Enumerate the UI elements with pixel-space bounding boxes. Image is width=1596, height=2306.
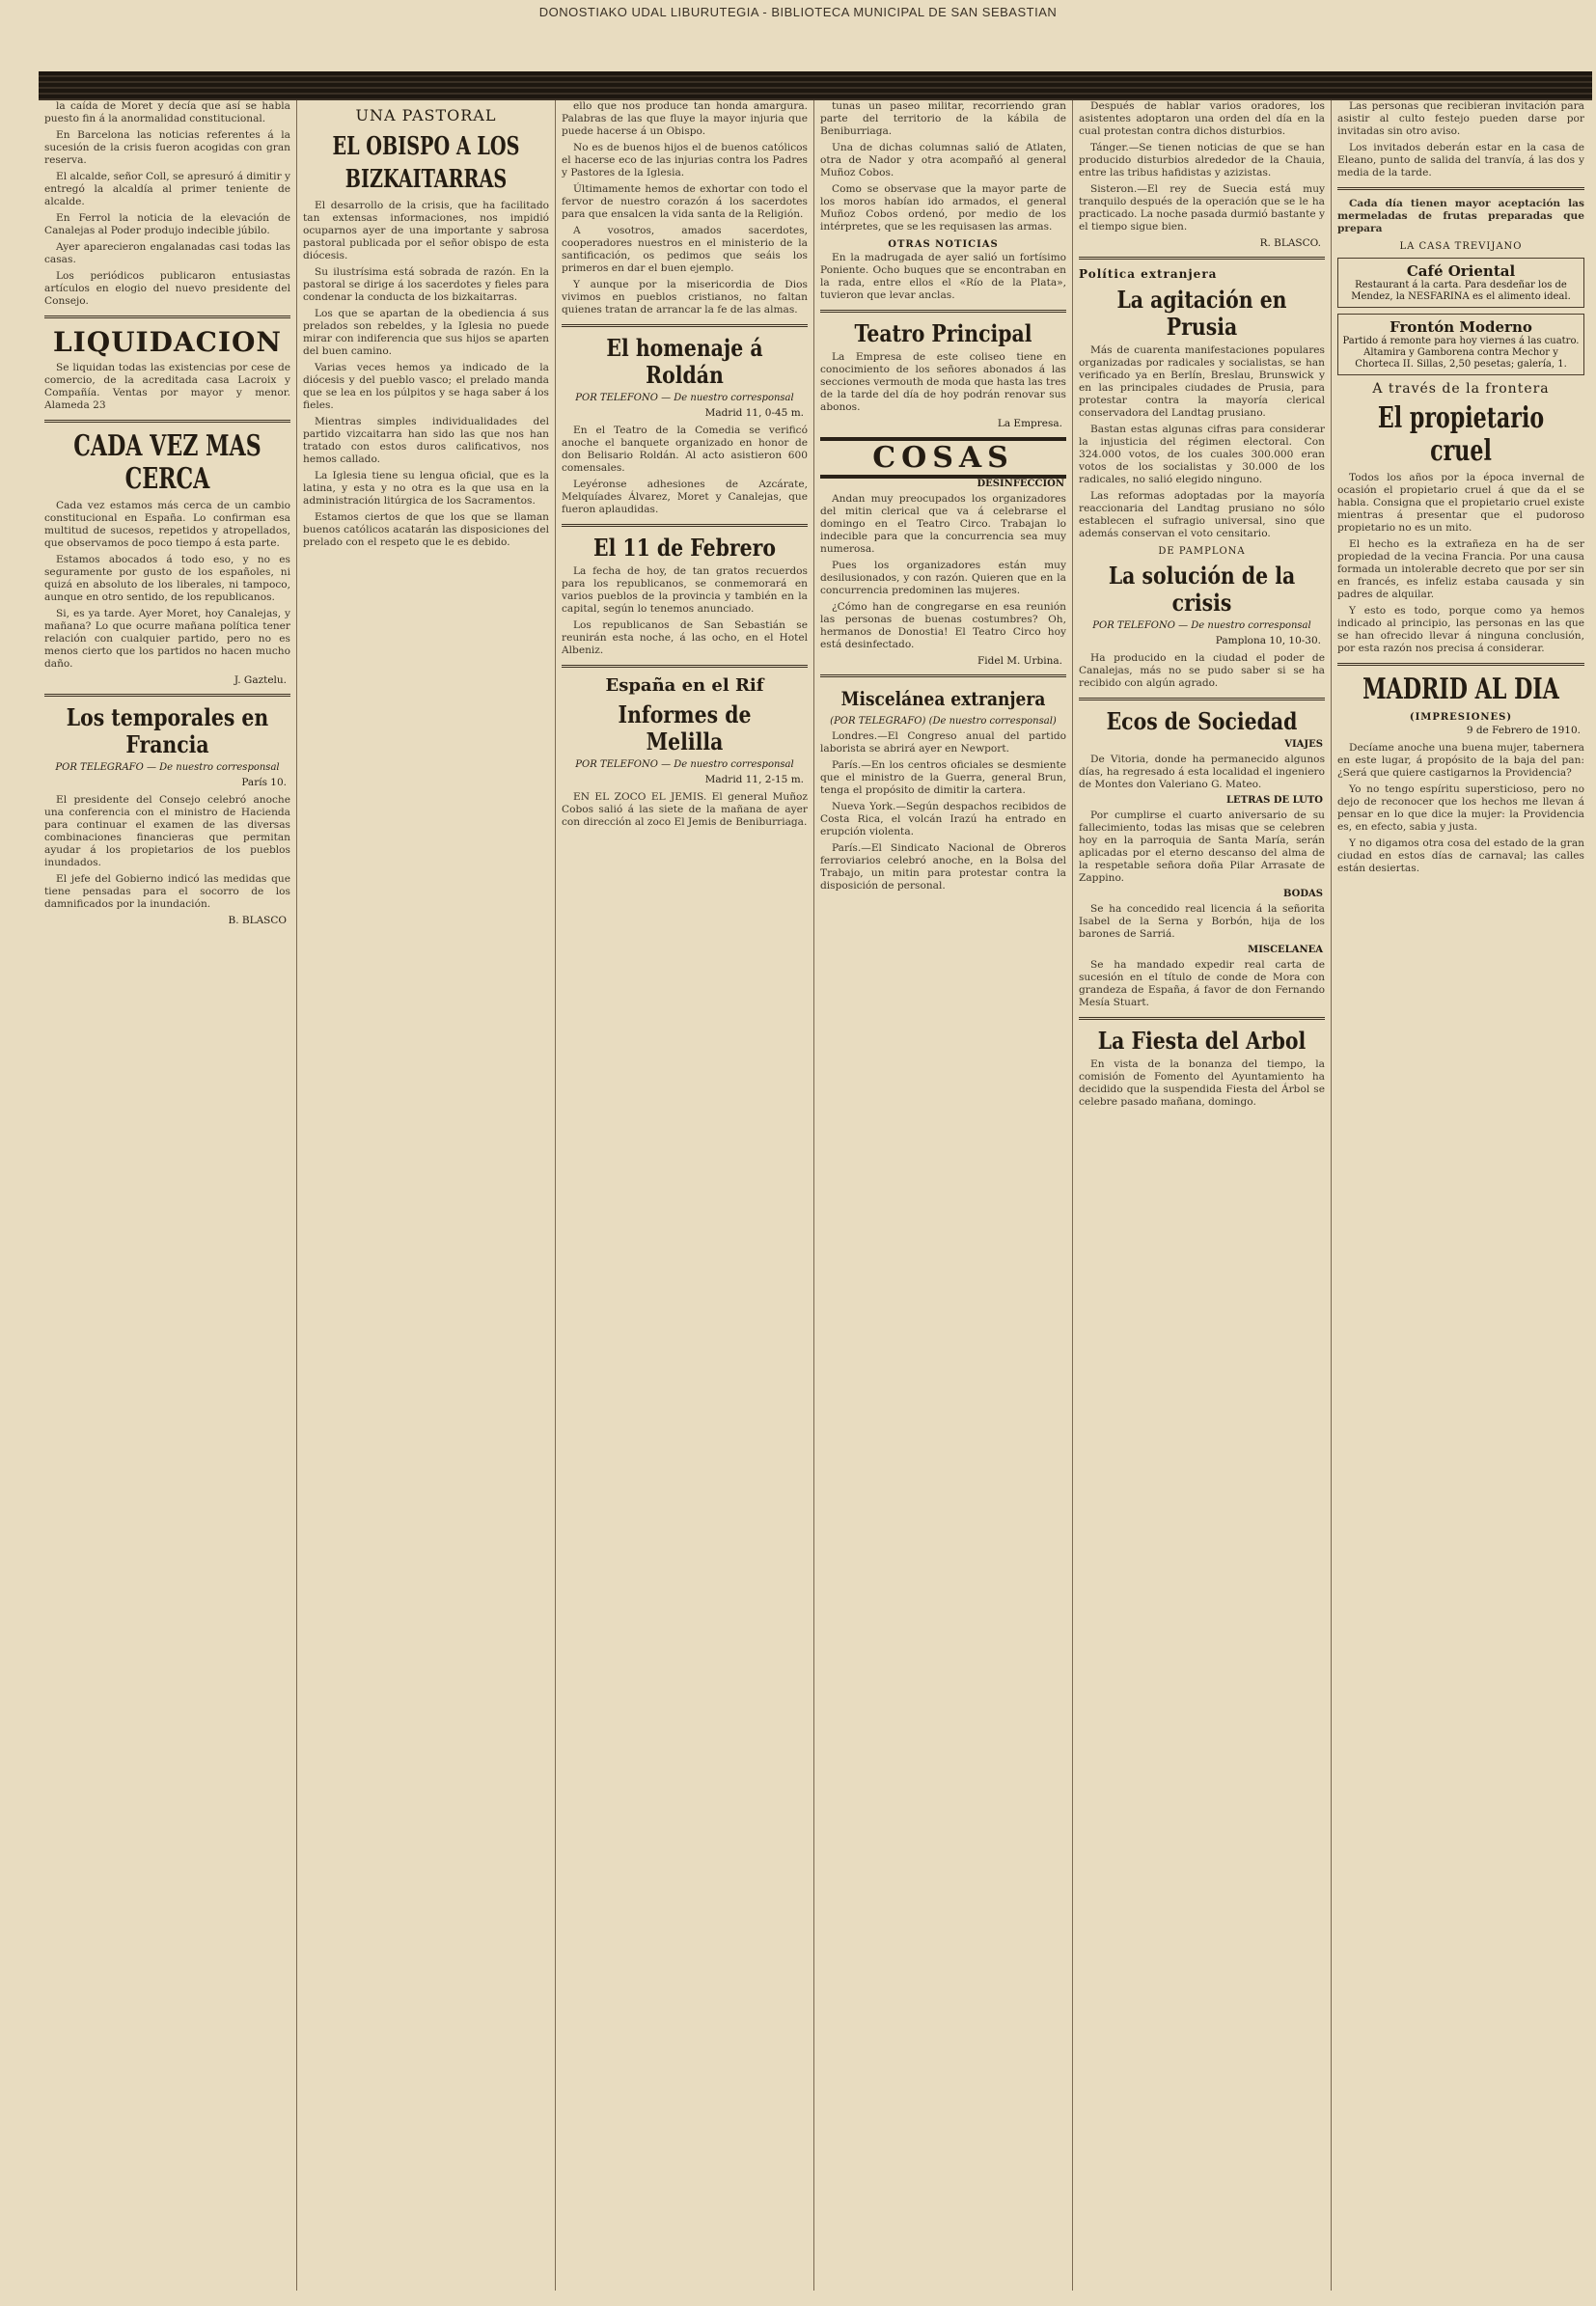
crisis-heading: La solución de la crisis xyxy=(1108,562,1296,617)
prusia-heading: La agitación en Prusia xyxy=(1116,286,1287,341)
paragraph: París.—El Sindicato Nacional de Obreros ferroviarios celebró anoche, en la Bolsa del Trabajo, un mitin para protestar contra la disposición de personal. xyxy=(820,842,1066,892)
liquidacion-heading: LIQUIDACION xyxy=(52,326,283,358)
section-label: LETRAS DE LUTO xyxy=(1226,795,1323,806)
kicker: UNA PASTORAL xyxy=(355,106,497,124)
dateline: (POR TELEGRAFO) (De nuestro corresponsal) xyxy=(830,716,1057,727)
dateline: POR TELEFONO — De nuestro corresponsal xyxy=(575,759,794,770)
advertiser: LA CASA TREVIJANO xyxy=(1399,241,1523,252)
section-label: MISCELANEA xyxy=(1248,945,1323,955)
paragraph: En la madrugada de ayer salió un fortísimo Poniente. Ocho buques que se encontraban en la rada, entre ellos el «Río de la Plata», tuvieron que levar anclas. xyxy=(820,252,1066,301)
paragraph: La Empresa de este coliseo tiene en conocimiento de los señores abonados á las secciones vermouth de moda que hasta las tres de la tarde del día de hoy podrán renovar sus abonos. xyxy=(820,351,1066,413)
cafe-text: Restaurant á la carta. Para desdeñar los de Mendez, la NESFARINA es el alimento ideal. xyxy=(1351,280,1571,302)
paragraph: Los republicanos de San Sebastián se reunirán esta noche, á las ocho, en el Hotel Albeniz. xyxy=(562,619,808,656)
subheading: (IMPRESIONES) xyxy=(1409,712,1513,723)
febrero-heading: El 11 de Febrero xyxy=(593,534,776,562)
paragraph: Los periódicos publicaron entusiastas artículos en elogio del nuevo presidente del Consejo. xyxy=(44,270,290,307)
paragraph: París.—En los centros oficiales se desmiente que el ministro de la Guerra, general Brun, tenga el propósito de dimitir la cartera. xyxy=(820,759,1066,796)
divider xyxy=(44,420,290,423)
signature: R. BLASCO. xyxy=(1259,237,1321,249)
paragraph: Estamos abocados á todo eso, y no es seguramente por gusto de los españoles, ni quizá en absoluto de los liberales, ni tampoco, aunque en otro sentido, de los republicanos. xyxy=(44,554,290,603)
paragraph: Cada vez estamos más cerca de un cambio constitucional en España. Lo confirman esa multitud de sucesos, repetidos y atropellados, que observamos de poco tiempo á esta parte. xyxy=(44,500,290,549)
paragraph: El alcalde, señor Coll, se apresuró á dimitir y entregó la alcaldía al primer teniente de alcalde. xyxy=(44,171,290,207)
paragraph: Tánger.—Se tienen noticias de que se han producido disturbios alrededor de la Chauia, entre las tribus hafidistas y azizistas. xyxy=(1079,142,1325,178)
paragraph: EN EL ZOCO EL JEMIS. El general Muñoz Cobos salió á las siete de la mañana de ayer con dirección al zoco El Jemis de Beniburriaga. xyxy=(562,791,808,828)
cosas-heading: COSAS xyxy=(820,437,1066,479)
paragraph: Decíame anoche una buena mujer, tabernera en este lugar, á propósito de la baja del pan: ¿Será que quiere castigarnos la Providencia? xyxy=(1337,742,1584,779)
column-2 xyxy=(297,100,556,2291)
paragraph: El presidente del Consejo celebró anoche una conferencia con el ministro de Hacienda para continuar el examen de las diversas combinaciones financieras que permitan ayudar á los propietarios de los pueblos inundados. xyxy=(44,794,290,868)
signature: Fidel M. Urbina. xyxy=(977,655,1062,667)
section-label: DESINFECCION xyxy=(977,479,1064,489)
teatro-heading: Teatro Principal xyxy=(854,319,1032,347)
paragraph: tunas un paseo militar, recorriendo gran parte del territorio de la kábila de Beniburriaga. xyxy=(820,100,1066,137)
section-label: BODAS xyxy=(1282,889,1323,899)
paragraph: la caída de Moret y decía que así se habla puesto fin á la anormalidad constitucional. xyxy=(44,100,290,124)
divider xyxy=(1079,698,1325,700)
place: Pamplona 10, 10-30. xyxy=(1215,635,1321,646)
divider xyxy=(1337,187,1584,190)
paragraph: Varias veces hemos ya indicado de la diócesis y del pueblo vasco; el prelado manda que se lea en los púlpitos y se haga saber á los fieles. xyxy=(303,362,549,411)
paragraph: Y aunque por la misericordia de Dios vivimos en pueblos cristianos, no faltan quienes tratan de arrancar la fe de las almas. xyxy=(562,279,808,316)
paragraph: Leyéronse adhesiones de Azcárate, Melquíades Álvarez, Moret y Canalejas, que fueron aplaudidas. xyxy=(562,479,808,515)
paragraph: En el Teatro de la Comedia se verificó anoche el banquete organizado en honor de don Belisario Roldán. Al acto asistieron 600 comensales. xyxy=(562,425,808,474)
paragraph: En Barcelona las noticias referentes á la sucesión de la crisis fueron acogidas con gran reserva. xyxy=(44,129,290,166)
paragraph: Si, es ya tarde. Ayer Moret, hoy Canalejas, y mañana? Lo que ocurre mañana política tener relación con cualquier partido, pero no es menos cierto que los partidos no hacen mucho daño. xyxy=(44,608,290,670)
paragraph: Yo no tengo espíritu supersticioso, pero no dejo de reconocer que los hechos me llevan á pensar en lo que dice la mujer: la Providencia es, en efecto, sabia y justa. xyxy=(1337,783,1584,833)
paragraph: Más de cuarenta manifestaciones populares organizadas por radicales y socialistas, se han verificado ya en Berlín, Breslau, Brunswick y en las principales ciudades de Prusia, para protestar contra la mayoría clerical conservadora del Landtag prusiano. xyxy=(1079,344,1325,419)
paragraph: Los que se apartan de la obediencia á sus prelados son rebeldes, y la Iglesia no puede mirar con indiferencia que sus hijos se aparten del buen camino. xyxy=(303,308,549,357)
paragraph: Nueva York.—Según despachos recibidos de Costa Rica, el volcán Irazú ha entrado en erupción violenta. xyxy=(820,801,1066,837)
propietario-heading: El propietario cruel xyxy=(1377,401,1545,468)
header-rule xyxy=(39,71,1592,100)
paragraph: Se ha concedido real licencia á la señorita Isabel de la Serna y Borbón, hija de los barones de Sarriá. xyxy=(1079,903,1325,940)
paragraph: Como se observase que la mayor parte de los moros habían ido armados, el general Muñoz Cobos ordenó, por medio de los intérpretes, que se les requisasen las armas. xyxy=(820,183,1066,233)
fronton-text: Partido á remonte para hoy viernes á las cuatro. Altamira y Gamborena contra Mechor y Chorteca II. Sillas, 2,50 pesetas; galería, 1. xyxy=(1342,336,1580,370)
paragraph: Bastan estas algunas cifras para considerar la injusticia del régimen electoral. Con 324.000 votos, de los cuales 300.000 eran votos de los socialistas y 30.000 de los radicales, no salió elegido ninguno. xyxy=(1079,424,1325,485)
miscelanea-heading: Miscelánea extranjera xyxy=(840,687,1046,710)
paragraph: Estamos ciertos de que los que se llaman buenos católicos acatarán las disposiciones del prelado con el respeto que le es debido. xyxy=(303,511,549,548)
cafe-ad xyxy=(1337,258,1584,308)
fronton-ad xyxy=(1337,314,1584,375)
place: París 10. xyxy=(241,777,287,788)
divider xyxy=(44,316,290,318)
paragraph: El hecho es la extrañeza en ha de ser propiedad de la vecina Francia. Por una causa formada un intolerable decreto que por ser sin en francés, es infeliz estaba causada y sin padres de alquilar. xyxy=(1337,538,1584,600)
masthead-bar: DONOSTIAKO UDAL LIBURUTEGIA - BIBLIOTECA MUNICIPAL DE SAN SEBASTIAN xyxy=(538,5,1058,19)
paragraph: Ha producido en la ciudad el poder de Canalejas, más no se pudo saber si se ha recibido con algún agrado. xyxy=(1079,652,1325,689)
paragraph: Ayer aparecieron engalanadas casi todas las casas. xyxy=(44,241,290,265)
section-label: VIAJES xyxy=(1284,739,1323,750)
paragraph: ¿Cómo han de congregarse en esa reunión las personas de buenas costumbres? Oh, hermanos de Donostia! El Teatro Circo hoy está desinfectado. xyxy=(820,601,1066,650)
signature: B. BLASCO xyxy=(228,915,287,926)
cafe-title: Café Oriental xyxy=(1406,262,1516,280)
liquidacion-text: Se liquidan todas las existencias por cese de comercio, de la acreditada casa Lacroix y Compañía. Ventas por mayor y menor. Alameda 23 xyxy=(44,362,290,411)
francia-heading: Los temporales en Francia xyxy=(66,703,269,758)
paragraph: La fecha de hoy, de tan gratos recuerdos para los republicanos, se conmemorará en varios pueblos de la provincia y también en la capital, según lo tenemos anunciado. xyxy=(562,565,808,615)
paragraph: En vista de la bonanza del tiempo, la comisión de Fomento del Ayuntamiento ha decidido que la suspendida Fiesta del Árbol se celebre pasado mañana, domingo. xyxy=(1079,1058,1325,1108)
paragraph: La Iglesia tiene su lengua oficial, que es la latina, y esta y no otra es la que usa en la administración litúrgica de los Sacramentos. xyxy=(303,470,549,507)
column-3 xyxy=(556,100,814,2291)
paragraph: No es de buenos hijos el de buenos católicos el hacerse eco de las injurias contra los Padres y Pastores de la Iglesia. xyxy=(562,142,808,178)
newspaper-page xyxy=(39,100,1592,2291)
paragraph: Las personas que recibieran invitación para asistir al culto festejo pueden darse por invitadas sin otro aviso. xyxy=(1337,100,1584,137)
paragraph: ello que nos produce tan honda amargura. Palabras de las que fluye la mayor injuria que puede hacerse á un Obispo. xyxy=(562,100,808,137)
paragraph: Se ha mandado expedir real carta de sucesión en el título de conde de Mora con grandeza de España, á favor de don Fernando Mesía Stuart. xyxy=(1079,959,1325,1008)
madrid-heading: MADRID AL DIA xyxy=(1362,673,1559,706)
paragraph: Su ilustrísima está sobrada de razón. En la pastoral se dirige á los sacerdotes y fieles para condenar la conducta de los bizkaitarras. xyxy=(303,266,549,303)
paragraph: Una de dichas columnas salió de Atlaten, otra de Nador y otra acompañó al general Muñoz Cobos. xyxy=(820,142,1066,178)
divider xyxy=(1079,1017,1325,1020)
paragraph: Por cumplirse el cuarto aniversario de su fallecimiento, todas las misas que se celebren hoy en la parroquia de Santa María, serán aplicadas por el eterno descanso del alma de la respetable señora doña Pilar Arrasate de Zappino. xyxy=(1079,810,1325,884)
paragraph: El jefe del Gobierno indicó las medidas que tiene pensadas para el socorro de los damnificados por la inundación. xyxy=(44,873,290,910)
paragraph: A vosotros, amados sacerdotes, cooperadores nuestros en el ministerio de la santificación, os pedimos que seáis los primeros en dar el buen ejemplo. xyxy=(562,225,808,274)
dateline: POR TELEGRAFO — De nuestro corresponsal xyxy=(55,762,280,773)
cerca-heading: CADA VEZ MAS CERCA xyxy=(73,429,261,496)
place: 9 de Febrero de 1910. xyxy=(1466,725,1581,736)
paragraph: Últimamente hemos de exhortar con todo el fervor de nuestro corazón á los sacerdotes para que ensalcen la vida santa de la Religión. xyxy=(562,183,808,220)
paragraph: Los invitados deberán estar en la casa de Eleano, punto de salida del tranvía, á las dos y media de la tarde. xyxy=(1337,142,1584,178)
divider xyxy=(820,674,1066,677)
divider xyxy=(820,310,1066,313)
dateline: POR TELEFONO — De nuestro corresponsal xyxy=(1092,620,1311,631)
paragraph: Cada día tienen mayor aceptación las mermeladas de frutas preparadas que prepara xyxy=(1337,198,1584,234)
divider xyxy=(562,524,808,527)
obispo-heading: EL OBISPO A LOS BIZKAITARRAS xyxy=(332,132,520,194)
fronton-title: Frontón Moderno xyxy=(1390,318,1532,336)
divider xyxy=(562,665,808,668)
melilla-heading: Informes de Melilla xyxy=(618,700,752,755)
kicker: A través de la frontera xyxy=(1372,381,1550,397)
signature: J. Gaztelu. xyxy=(234,674,287,686)
paragraph: Londres.—El Congreso anual del partido laborista se abrirá ayer en Newport. xyxy=(820,730,1066,755)
paragraph: El desarrollo de la crisis, que ha facilitado tan extensas informaciones, nos impidió ocuparnos ayer de una importante y sabrosa pastoral publicada por el señor obispo de esta diócesis. xyxy=(303,200,549,261)
section-label: OTRAS NOTICIAS xyxy=(888,239,999,250)
roldan-heading: El homenaje á Roldán xyxy=(606,334,763,389)
divider xyxy=(562,324,808,327)
rif-heading: España en el Rif xyxy=(605,675,764,696)
paragraph: Mientras simples individualidades del partido vizcaitarra han sido las que nos han tratado con estos duros calificativos, nos hemos callado. xyxy=(303,416,549,465)
divider xyxy=(1337,663,1584,666)
paragraph: Sisteron.—El rey de Suecia está muy tranquilo después de la operación que se le ha practicado. La noche pasada durmió bastante y el tiempo sigue bien. xyxy=(1079,183,1325,233)
signature: La Empresa. xyxy=(997,418,1062,429)
dateline: POR TELEFONO — De nuestro corresponsal xyxy=(575,393,794,403)
paragraph: Y no digamos otra cosa del estado de la gran ciudad en estos días de carnaval; las calles están desiertas. xyxy=(1337,837,1584,874)
paragraph: Todos los años por la época invernal de ocasión el propietario cruel á que da el se habla. Consigna que el propietario cruel existe mientras á presentar que el pudoroso propietario no es un mito. xyxy=(1337,472,1584,534)
paragraph: De Vitoria, donde ha permanecido algunos días, ha regresado á esta localidad el ingeniero de Montes don Valeriano G. Mateo. xyxy=(1079,754,1325,790)
divider xyxy=(1079,257,1325,260)
column-6 xyxy=(1332,100,1590,2291)
divider xyxy=(44,694,290,697)
column-1 xyxy=(39,100,297,2291)
paragraph: En Ferrol la noticia de la elevación de Canalejas al Poder produjo indecible júbilo. xyxy=(44,212,290,236)
paragraph: Andan muy preocupados los organizadores del mitin clerical que va á celebrarse el domingo en el Teatro Circo. Trabajan lo indecible para que la concurrencia sea muy numerosa. xyxy=(820,493,1066,555)
column-5 xyxy=(1073,100,1332,2291)
kicker: DE PAMPLONA xyxy=(1158,546,1246,557)
paragraph: Después de hablar varios oradores, los asistentes adoptaron una orden del día en la cual protestan contra dichos disturbios. xyxy=(1079,100,1325,137)
paragraph: Las reformas adoptadas por la mayoría reaccionaria del Landtag prusiano no sólo establecen el sufragio universal, sino que además conservan el voto censitario. xyxy=(1079,490,1325,539)
place: Madrid 11, 2-15 m. xyxy=(704,774,804,785)
arbol-heading: La Fiesta del Arbol xyxy=(1097,1027,1307,1055)
paragraph: Pues los organizadores están muy desilusionados, y con razón. Quieren que en la concurrencia predominen las mujeres. xyxy=(820,560,1066,596)
paragraph: Y esto es todo, porque como ya hemos indicado al principio, las personas en las que se han ofrecido llevar á ninguna conclusión, por esta razón nos precisa á considerar. xyxy=(1337,605,1584,654)
column-4 xyxy=(814,100,1073,2291)
place: Madrid 11, 0-45 m. xyxy=(704,407,804,419)
kicker: Política extranjera xyxy=(1079,267,1218,281)
ecos-heading: Ecos de Sociedad xyxy=(1106,707,1298,735)
